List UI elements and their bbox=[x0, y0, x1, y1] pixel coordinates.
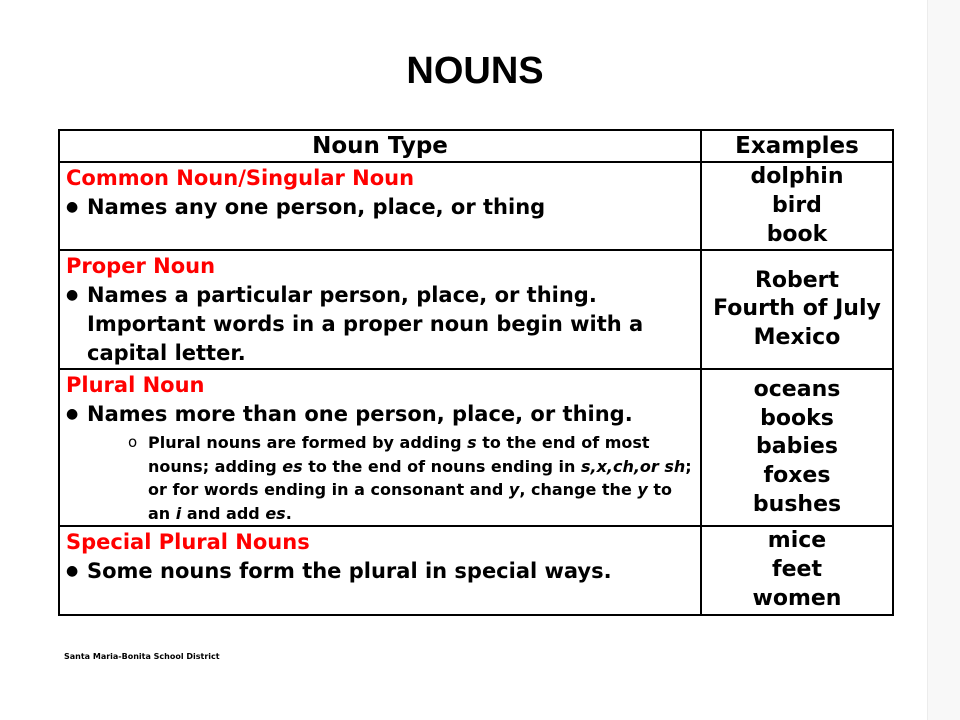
page-title: NOUNS bbox=[406, 50, 544, 92]
category-label: Plural Noun bbox=[66, 373, 205, 398]
example-word: bushes bbox=[752, 492, 842, 518]
examples-cell bbox=[701, 250, 893, 369]
noun-type-cell bbox=[59, 369, 701, 526]
example-word: Mexico bbox=[753, 325, 841, 351]
noun-type-cell bbox=[59, 250, 701, 369]
bullet-point bbox=[66, 557, 694, 586]
nouns-table bbox=[58, 129, 894, 616]
table-row bbox=[59, 526, 893, 614]
bullet-icon: ● bbox=[66, 287, 79, 304]
bullet-text: Some nouns form the plural in special ways. bbox=[87, 559, 612, 584]
page-edge bbox=[927, 0, 960, 720]
table-row bbox=[59, 369, 893, 526]
example-word: feet bbox=[772, 557, 822, 583]
example-word: Robert bbox=[754, 267, 840, 293]
example-word: Fourth of July bbox=[713, 296, 881, 322]
bullet-icon: ● bbox=[66, 199, 79, 215]
sub-bullet-text: Plural nouns are formed by adding s to the end of most nouns; adding es to the end of nouns ending in s,x,ch,or sh; or for words ending in a consonant and y, change the y to an i and add es. bbox=[148, 433, 692, 523]
bullet-point bbox=[66, 281, 694, 368]
category-label: Common Noun/Singular Noun bbox=[66, 166, 415, 190]
examples-cell bbox=[701, 526, 893, 614]
examples-cell bbox=[701, 162, 893, 250]
bullet-point bbox=[66, 400, 694, 429]
category-label: Proper Noun bbox=[66, 254, 216, 279]
bullet-point bbox=[66, 193, 694, 222]
sub-bullet-point bbox=[66, 431, 694, 525]
header-examples: Examples bbox=[701, 130, 893, 162]
examples-cell bbox=[701, 369, 893, 526]
example-word: books bbox=[760, 405, 834, 431]
noun-type-cell bbox=[59, 526, 701, 614]
example-word: oceans bbox=[753, 376, 841, 402]
bullet-icon: ● bbox=[66, 563, 79, 580]
example-word: foxes bbox=[763, 463, 831, 489]
example-word: bird bbox=[772, 192, 822, 218]
example-word: babies bbox=[756, 434, 838, 460]
header-noun-type: Noun Type bbox=[59, 130, 701, 162]
example-word: dolphin bbox=[750, 164, 844, 189]
footer-credit: Santa Maria-Bonita School District bbox=[64, 652, 220, 661]
bullet-text: Names a particular person, place, or thing. Important words in a proper noun begin with a capital letter. bbox=[87, 283, 644, 366]
table-row bbox=[59, 250, 893, 369]
example-word: book bbox=[766, 221, 828, 247]
table-row bbox=[59, 162, 893, 250]
noun-type-cell bbox=[59, 162, 701, 250]
bullet-text: Names any one person, place, or thing bbox=[87, 195, 546, 219]
circle-bullet-icon: o bbox=[128, 433, 138, 452]
table-header-row bbox=[59, 130, 893, 162]
bullet-icon: ● bbox=[66, 406, 79, 423]
category-label: Special Plural Nouns bbox=[66, 530, 310, 555]
example-word: women bbox=[752, 585, 842, 611]
bullet-text: Names more than one person, place, or thing. bbox=[87, 402, 633, 427]
example-word: mice bbox=[767, 528, 827, 554]
